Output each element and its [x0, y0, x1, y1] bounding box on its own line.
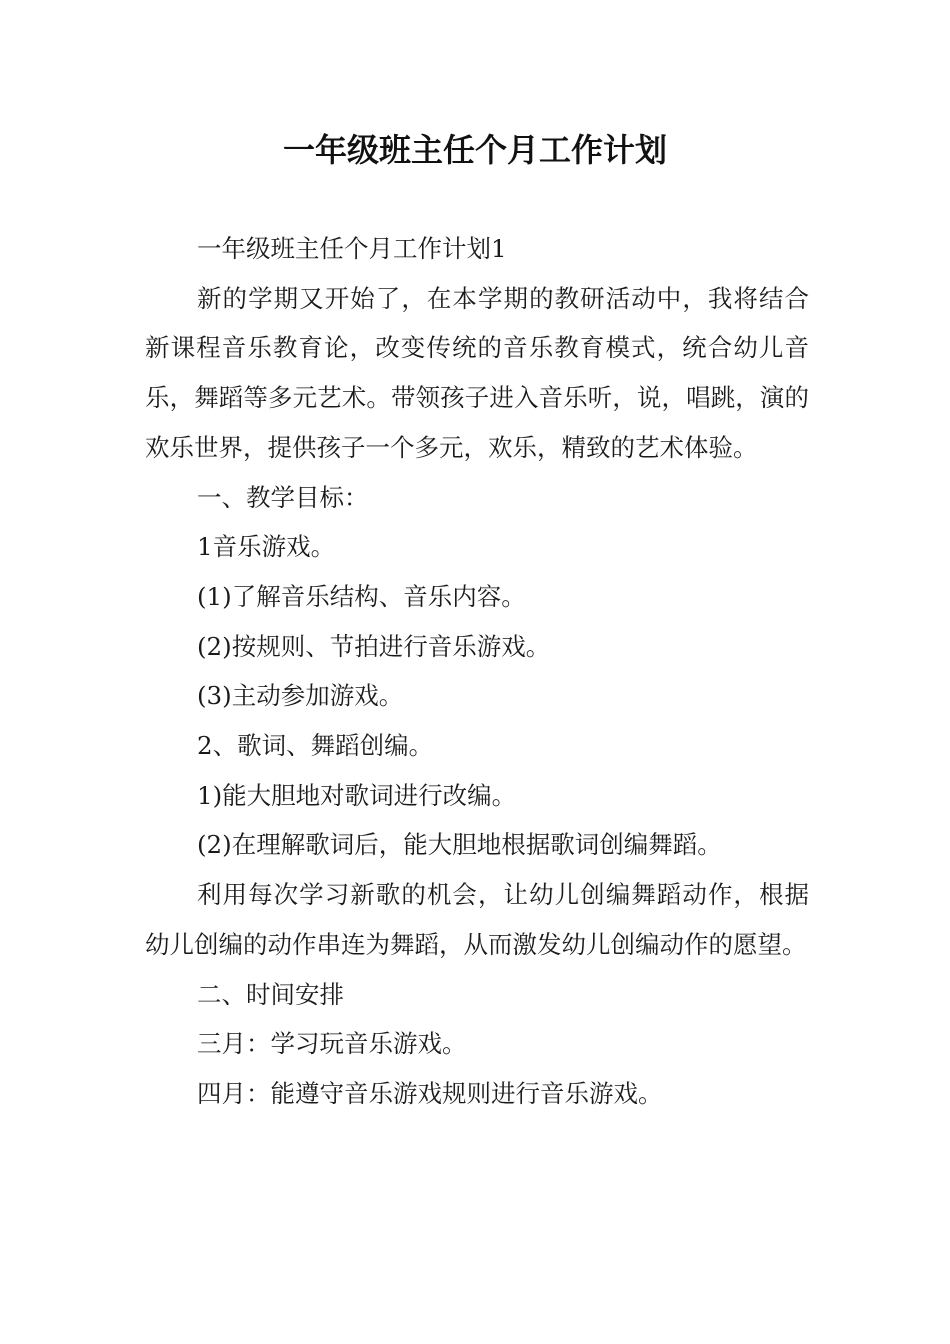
body-paragraph: 利用每次学习新歌的机会，让幼儿创编舞蹈动作，根据幼儿创编的动作串连为舞蹈，从而激发幼儿创编动作的愿望。 [145, 880, 809, 959]
schedule-heading: 二、时间安排 [197, 979, 344, 1009]
schedule-item: 四月：能遵守音乐游戏规则进行音乐游戏。 [197, 1078, 663, 1108]
list-item: (3)主动参加游戏。 [197, 681, 404, 711]
document-body [145, 224, 809, 1119]
schedule-item: 三月：学习玩音乐游戏。 [197, 1029, 467, 1059]
teaching-goals-heading: 一、教学目标： [197, 482, 369, 512]
list-item: (1)了解音乐结构、音乐内容。 [197, 581, 526, 611]
document-title: 一年级班主任个月工作计划 [282, 131, 667, 169]
section-heading: 一年级班主任个月工作计划1 [197, 234, 507, 263]
list-item: 1)能大胆地对歌词进行改编。 [197, 780, 517, 810]
list-item: (2)按规则、节拍进行音乐游戏。 [197, 631, 551, 661]
list-item: 1音乐游戏。 [197, 532, 336, 562]
list-item: 2、歌词、舞蹈创编。 [197, 731, 434, 761]
list-item: (2)在理解歌词后，能大胆地根据歌词创编舞蹈。 [197, 830, 722, 860]
intro-paragraph: 新的学期又开始了，在本学期的教研活动中，我将结合新课程音乐教育论，改变传统的音乐教育模式，统合幼儿音乐，舞蹈等多元艺术。带领孩子进入音乐听，说，唱跳，演的欢乐世界，提供孩子一个多元，欢乐，精致的艺术体验。 [145, 283, 809, 462]
